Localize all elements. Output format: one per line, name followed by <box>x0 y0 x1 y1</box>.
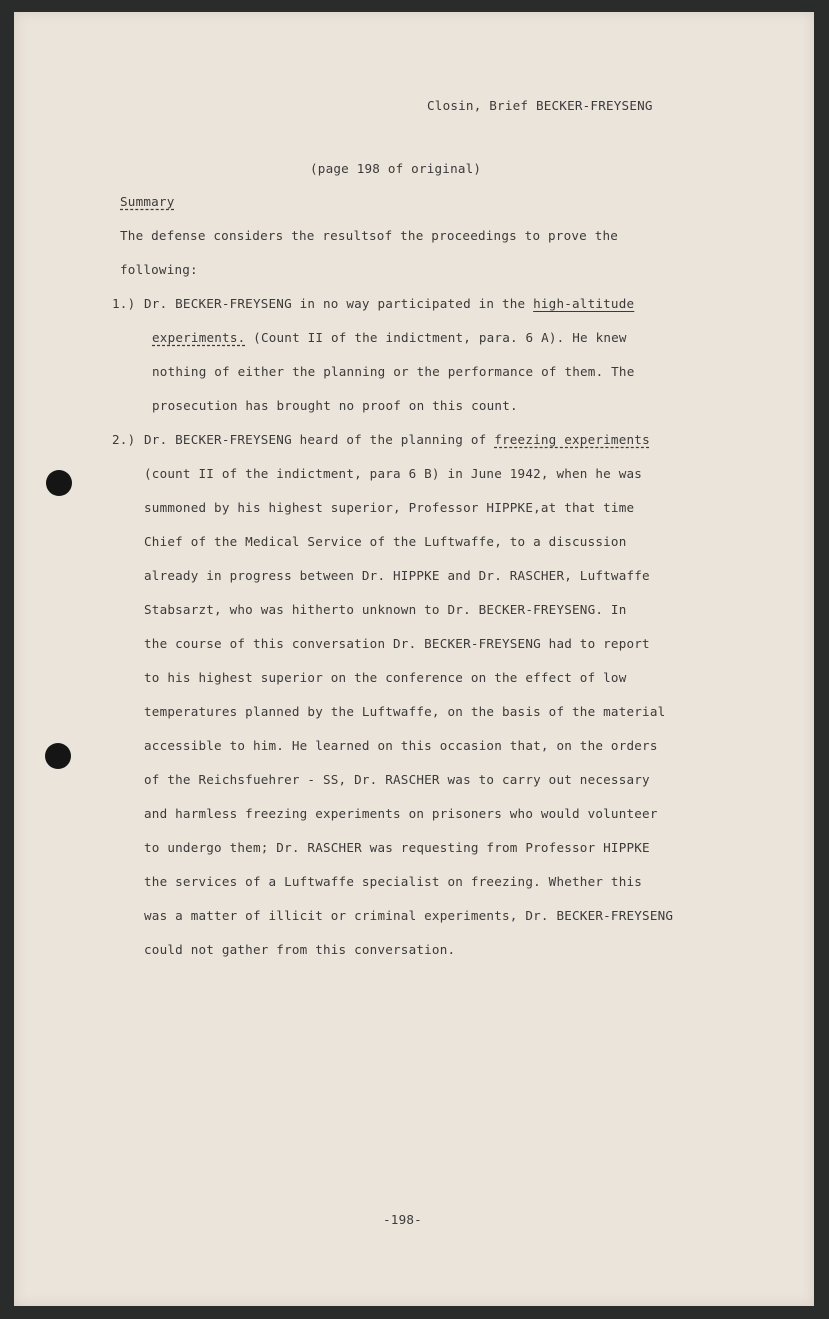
item-2-underlined-term: freezing experiments <box>494 432 650 447</box>
item-1-line-1 <box>144 296 634 311</box>
item-2-line: the services of a Luftwaffe specialist on freezing. Whether this <box>144 874 643 889</box>
item-1-line-2-text: (Count II of the indictment, para. 6 A). He knew <box>245 330 627 345</box>
item-1-underlined-experiments: experiments. <box>152 330 246 345</box>
item-1-line-1-text: Dr. BECKER-FREYSENG in no way participated in the <box>144 296 534 311</box>
punch-hole-top <box>46 470 72 496</box>
punch-hole-bottom <box>45 743 71 769</box>
item-2-line: could not gather from this conversation. <box>144 942 456 957</box>
summary-heading: Summary <box>120 194 175 209</box>
item-2-line: to undergo them; Dr. RASCHER was requesting from Professor HIPPKE <box>144 840 650 855</box>
item-2-line-1-text: Dr. BECKER-FREYSENG heard of the planning of <box>144 432 495 447</box>
item-2-line-1 <box>144 432 650 447</box>
item-2-line: summoned by his highest superior, Professor HIPPKE,at that time <box>144 500 635 515</box>
item-1-line-3: nothing of either the planning or the performance of them. The <box>152 364 635 379</box>
brief-title: Closin, Brief BECKER-FREYSENG <box>427 98 653 113</box>
item-2-line: Chief of the Medical Service of the Luftwaffe, to a discussion <box>144 534 627 549</box>
item-2-line: of the Reichsfuehrer - SS, Dr. RASCHER was to carry out necessary <box>144 772 650 787</box>
item-2-line: temperatures planned by the Luftwaffe, on the basis of the material <box>144 704 666 719</box>
page-number: -198- <box>383 1212 422 1227</box>
document-page <box>14 12 814 1306</box>
item-1-underlined-term: high-altitude <box>533 296 635 311</box>
item-2-line: was a matter of illicit or criminal experiments, Dr. BECKER-FREYSENG <box>144 908 674 923</box>
item-2-line: accessible to him. He learned on this occasion that, on the orders <box>144 738 658 753</box>
intro-line-1: The defense considers the resultsof the proceedings to prove the <box>120 228 619 243</box>
item-2-line: (count II of the indictment, para 6 B) in June 1942, when he was <box>144 466 643 481</box>
item-2-line: to his highest superior on the conference on the effect of low <box>144 670 627 685</box>
item-1-line-4: prosecution has brought no proof on this count. <box>152 398 518 413</box>
item-2-number: 2.) <box>112 432 136 447</box>
item-1-number: 1.) <box>112 296 136 311</box>
original-page-note: (page 198 of original) <box>310 161 482 176</box>
item-2-line: the course of this conversation Dr. BECKER-FREYSENG had to report <box>144 636 650 651</box>
item-2-line: already in progress between Dr. HIPPKE and Dr. RASCHER, Luftwaffe <box>144 568 650 583</box>
item-2-line: Stabsarzt, who was hitherto unknown to Dr. BECKER-FREYSENG. In <box>144 602 627 617</box>
item-2-line: and harmless freezing experiments on prisoners who would volunteer <box>144 806 658 821</box>
intro-line-2: following: <box>120 262 198 277</box>
item-1-line-2 <box>152 330 627 345</box>
